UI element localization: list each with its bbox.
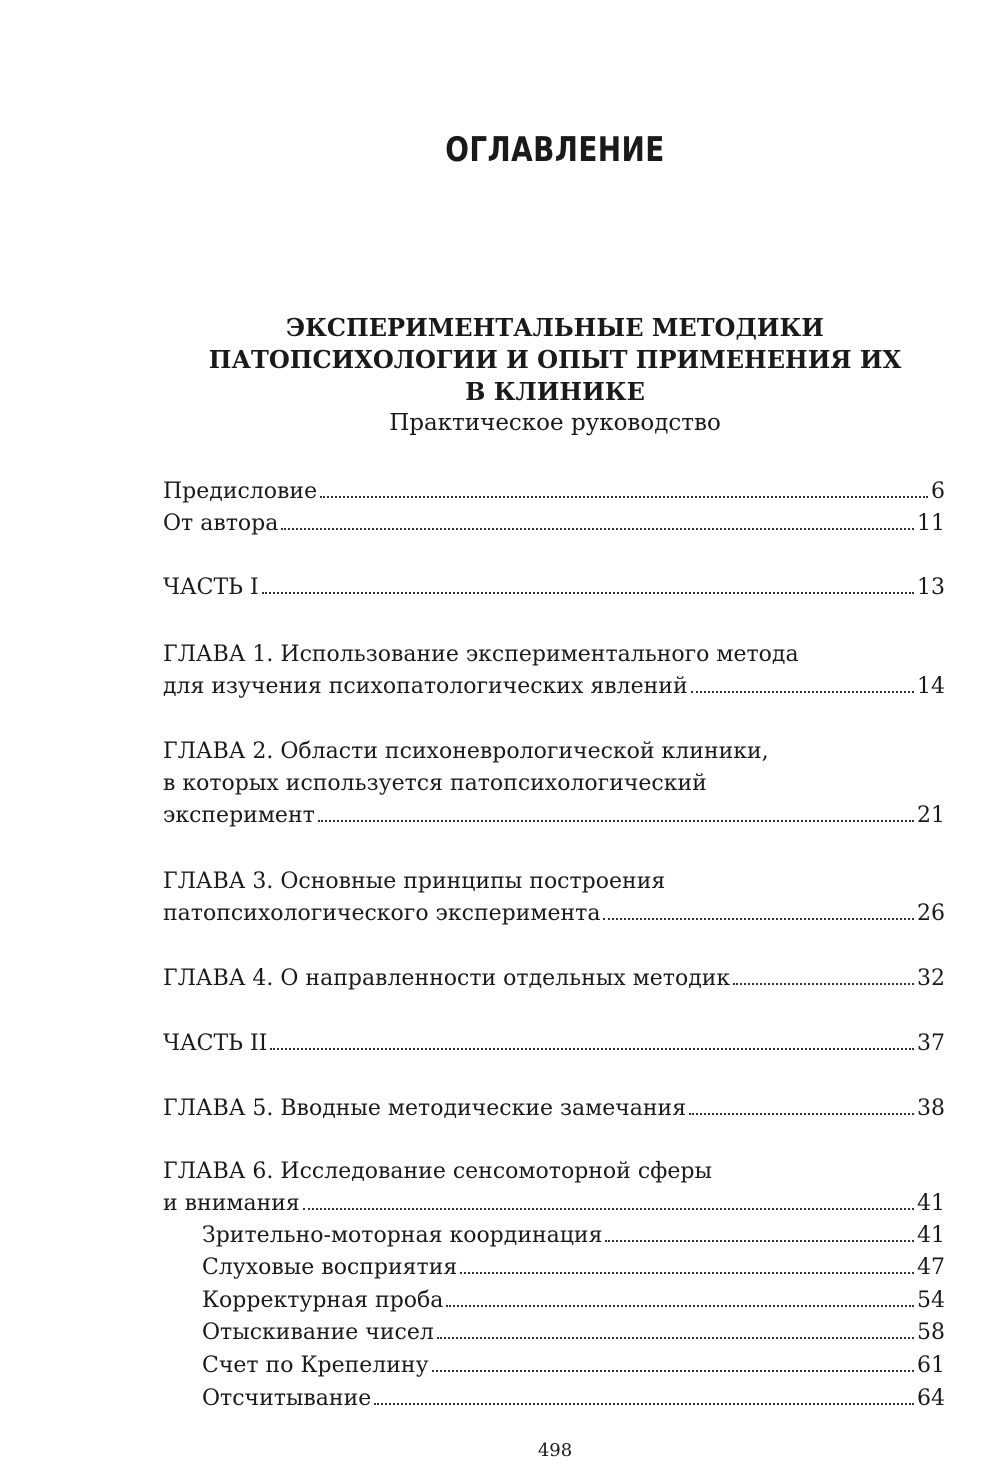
leader-dots [733, 983, 914, 985]
leader-dots [303, 1208, 914, 1210]
toc-page-number: 14 [917, 674, 945, 699]
toc-entry-label: Зрительно-моторная координация [202, 1223, 603, 1248]
toc-page-number: 21 [917, 803, 945, 828]
toc-entry-label: Отыскивание чисел [202, 1320, 434, 1345]
toc-section-item[interactable] [202, 1220, 945, 1252]
toc-page-number: 54 [917, 1288, 945, 1313]
book-title [160, 312, 950, 408]
book-title-line3: В КЛИНИКЕ [465, 377, 645, 406]
toc-page-number: 47 [917, 1255, 945, 1280]
toc-entry-label: Корректурная проба [202, 1288, 444, 1313]
toc-entry-label: патопсихологического эксперимента [163, 901, 601, 926]
toc-entry-label: и внимания [163, 1191, 300, 1216]
leader-dots [437, 1337, 914, 1339]
toc-chapter-6-line1[interactable]: ГЛАВА 6. Исследование сенсомоторной сферы [163, 1159, 712, 1184]
toc-entry-chapter-3[interactable] [163, 898, 945, 930]
toc-entry-preface[interactable] [163, 476, 945, 508]
toc-entry-label: ЧАСТЬ II [163, 1031, 268, 1056]
toc-page-number: 37 [917, 1031, 945, 1056]
toc-section-item[interactable] [202, 1252, 945, 1284]
toc-section-item[interactable] [202, 1350, 945, 1382]
toc-entry-chapter-5[interactable] [163, 1093, 945, 1125]
leader-dots [603, 918, 914, 920]
page-number: 498 [537, 1440, 573, 1461]
toc-entry-label: Отсчитывание [202, 1386, 372, 1411]
leader-dots [320, 496, 928, 498]
toc-entry-label: Счет по Крепелину [202, 1353, 429, 1378]
toc-page-number: 26 [917, 901, 945, 926]
toc-entry-label: ЧАСТЬ I [163, 575, 259, 600]
toc-entry-label: эксперимент [163, 803, 315, 828]
toc-entry-chapter-1[interactable] [163, 671, 945, 703]
toc-chapter-2-line1[interactable]: ГЛАВА 2. Области психоневрологической клиники, [163, 739, 769, 764]
toc-page-number: 41 [917, 1191, 945, 1216]
leader-dots [691, 691, 914, 693]
leader-dots [446, 1305, 914, 1307]
toc-chapter-3-line1[interactable]: ГЛАВА 3. Основные принципы построения [163, 869, 666, 894]
toc-chapter-2-line2[interactable]: в которых используется патопсихологический [163, 771, 707, 796]
page-title: ОГЛАВЛЕНИЕ [445, 130, 665, 170]
toc-entry-chapter-6[interactable] [163, 1188, 945, 1220]
toc-page-number: 38 [917, 1096, 945, 1121]
toc-page-number: 13 [917, 575, 945, 600]
leader-dots [605, 1240, 914, 1242]
toc-section-item[interactable] [202, 1317, 945, 1349]
toc-entry-label: для изучения психопатологических явлений [163, 674, 688, 699]
toc-chapter-1-line1[interactable]: ГЛАВА 1. Использование экспериментального метода [163, 642, 799, 667]
toc-entry-label: ГЛАВА 5. Вводные методические замечания [163, 1096, 687, 1121]
toc-entry-part-1[interactable] [163, 572, 945, 604]
toc-page-number: 11 [917, 511, 945, 536]
leader-dots [281, 528, 914, 530]
toc-entry-chapter-4[interactable] [163, 963, 945, 995]
toc-entry-label: ГЛАВА 4. О направленности отдельных методик [163, 966, 731, 991]
toc-entry-chapter-2[interactable] [163, 800, 945, 832]
toc-entry-from-author[interactable] [163, 508, 945, 540]
toc-page-number: 6 [931, 479, 945, 504]
toc-page-number: 32 [917, 966, 945, 991]
toc-page-number: 41 [917, 1223, 945, 1248]
toc-page-number: 61 [917, 1353, 945, 1378]
leader-dots [460, 1272, 914, 1274]
book-title-line2: ПАТОПСИХОЛОГИИ И ОПЫТ ПРИМЕНЕНИЯ ИХ [208, 345, 902, 374]
leader-dots [318, 820, 914, 822]
leader-dots [689, 1113, 914, 1115]
leader-dots [270, 1048, 914, 1050]
leader-dots [432, 1370, 914, 1372]
leader-dots [262, 592, 914, 594]
toc-section-item[interactable] [202, 1383, 945, 1415]
toc-entry-part-2[interactable] [163, 1028, 945, 1060]
book-title-line1: ЭКСПЕРИМЕНТАЛЬНЫЕ МЕТОДИКИ [286, 313, 824, 342]
toc-page-number: 58 [917, 1320, 945, 1345]
toc-entry-label: Слуховые восприятия [202, 1255, 458, 1280]
book-subtitle: Практическое руководство [389, 410, 721, 436]
leader-dots [374, 1403, 914, 1405]
toc-entry-label: От автора [163, 511, 279, 536]
toc-page-number: 64 [917, 1386, 945, 1411]
toc-entry-label: Предисловие [163, 479, 318, 504]
toc-section-item[interactable] [202, 1285, 945, 1317]
